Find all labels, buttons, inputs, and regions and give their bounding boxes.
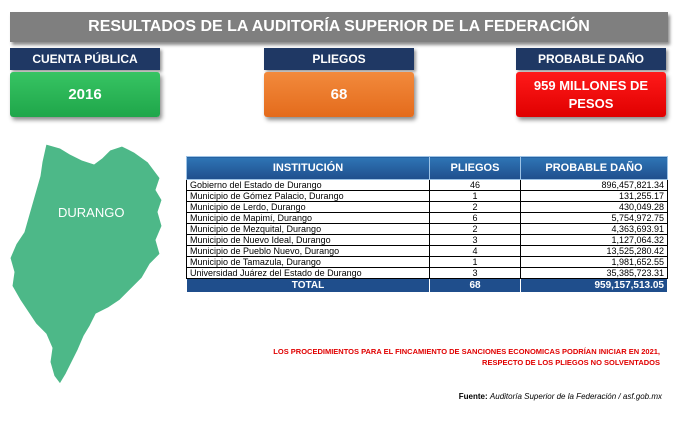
kpi-probable-dano-value: 959 MILLONES DE PESOS bbox=[516, 72, 666, 117]
kpi-pliegos-label: PLIEGOS bbox=[264, 48, 414, 70]
page-title: RESULTADOS DE LA AUDITORÍA SUPERIOR DE LA FEDERACIÓN bbox=[10, 12, 668, 42]
source-credit bbox=[459, 392, 662, 401]
cell-institucion: Gobierno del Estado de Durango bbox=[187, 180, 430, 191]
kpi-cuenta-publica-value: 2016 bbox=[10, 72, 160, 117]
cell-probable-dano: 4,363,693.91 bbox=[521, 224, 668, 235]
kpi-pliegos-value: 68 bbox=[264, 72, 414, 117]
table-row bbox=[187, 257, 668, 268]
cell-probable-dano: 1,981,652.55 bbox=[521, 257, 668, 268]
table-row bbox=[187, 224, 668, 235]
cell-pliegos: 3 bbox=[430, 235, 521, 246]
cell-probable-dano: 5,754,972.75 bbox=[521, 213, 668, 224]
map-label-durango: DURANGO bbox=[58, 205, 125, 220]
cell-pliegos: 2 bbox=[430, 224, 521, 235]
durango-state-silhouette bbox=[10, 144, 162, 384]
table-row bbox=[187, 268, 668, 279]
kpi-probable-dano-label: PROBABLE DAÑO bbox=[516, 48, 666, 70]
cell-probable-dano: 430,049.28 bbox=[521, 202, 668, 213]
cell-probable-dano: 35,385,723.31 bbox=[521, 268, 668, 279]
cell-pliegos: 6 bbox=[430, 213, 521, 224]
cell-institucion: Municipio de Nuevo Ideal, Durango bbox=[187, 235, 430, 246]
table-header-row bbox=[187, 157, 668, 180]
source-label: Fuente: bbox=[458, 392, 488, 401]
col-header-institucion: INSTITUCIÓN bbox=[187, 157, 430, 180]
total-pliegos: 68 bbox=[430, 279, 521, 293]
cell-pliegos: 4 bbox=[430, 246, 521, 257]
table-row bbox=[187, 202, 668, 213]
durango-map-shape bbox=[10, 140, 170, 388]
cell-pliegos: 3 bbox=[430, 268, 521, 279]
cell-institucion: Municipio de Tamazula, Durango bbox=[187, 257, 430, 268]
sanctions-note-line-1: LOS PROCEDIMIENTOS PARA EL FINCAMIENTO DE SANCIONES ECONOMICAS PODRÍAN INICIAR EN 2021, bbox=[273, 347, 660, 356]
sanctions-note-line-2: RESPECTO DE LOS PLIEGOS NO SOLVENTADOS bbox=[482, 358, 660, 367]
table-row bbox=[187, 246, 668, 257]
results-table bbox=[186, 156, 668, 293]
cell-probable-dano: 896,457,821.34 bbox=[521, 180, 668, 191]
table-row bbox=[187, 213, 668, 224]
cell-probable-dano: 1,127,064.32 bbox=[521, 235, 668, 246]
table-row bbox=[187, 180, 668, 191]
col-header-probable-dano: PROBABLE DAÑO bbox=[521, 157, 668, 180]
cell-pliegos: 46 bbox=[430, 180, 521, 191]
table-total-row bbox=[187, 279, 668, 293]
cell-institucion: Universidad Juárez del Estado de Durango bbox=[187, 268, 430, 279]
kpi-cuenta-publica-label: CUENTA PÚBLICA bbox=[10, 48, 160, 70]
cell-institucion: Municipio de Mapimí, Durango bbox=[187, 213, 430, 224]
table-row bbox=[187, 235, 668, 246]
cell-pliegos: 1 bbox=[430, 257, 521, 268]
cell-institucion: Municipio de Gómez Palacio, Durango bbox=[187, 191, 430, 202]
cell-pliegos: 2 bbox=[430, 202, 521, 213]
sanctions-note bbox=[220, 346, 660, 368]
source-text: Auditoría Superior de la Federación / asf.gob.mx bbox=[489, 392, 662, 401]
cell-probable-dano: 131,255.17 bbox=[521, 191, 668, 202]
cell-pliegos: 1 bbox=[430, 191, 521, 202]
table-row bbox=[187, 191, 668, 202]
col-header-pliegos: PLIEGOS bbox=[430, 157, 521, 180]
cell-institucion: Municipio de Lerdo, Durango bbox=[187, 202, 430, 213]
cell-institucion: Municipio de Mezquital, Durango bbox=[187, 224, 430, 235]
cell-probable-dano: 13,525,280.42 bbox=[521, 246, 668, 257]
cell-institucion: Municipio de Pueblo Nuevo, Durango bbox=[187, 246, 430, 257]
total-probable-dano: 959,157,513.05 bbox=[521, 279, 668, 293]
total-label: TOTAL bbox=[187, 279, 430, 293]
